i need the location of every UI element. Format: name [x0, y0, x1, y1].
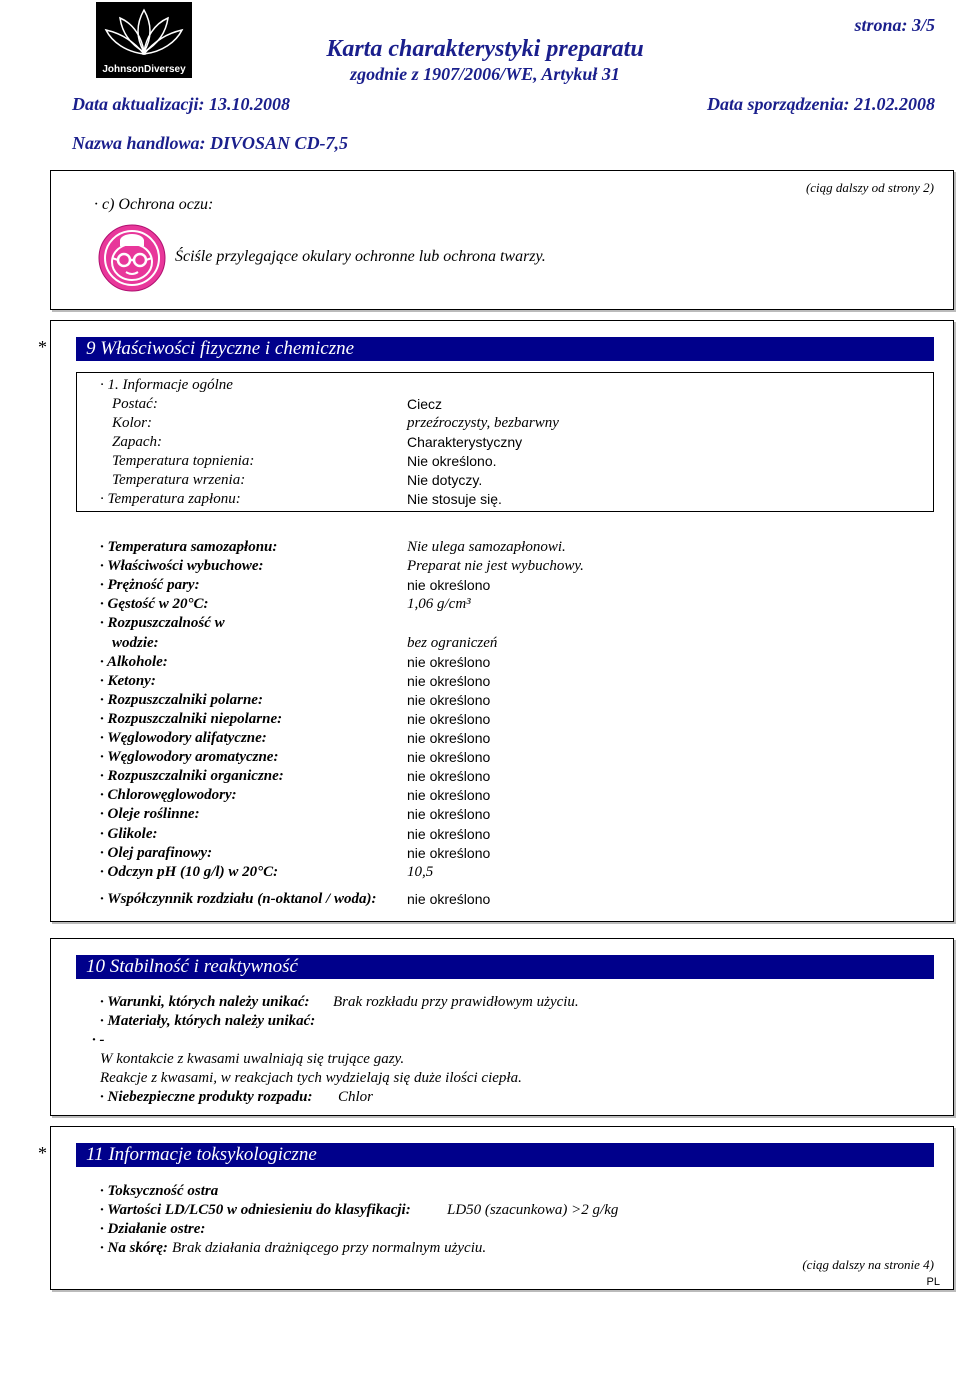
property-label: · Rozpuszczalniki organiczne:: [100, 768, 284, 784]
property-value: nie określono: [407, 826, 491, 842]
skin-value: Brak działania drażniącego przy normalnym użyciu.: [172, 1240, 487, 1256]
property-value: nie określono: [407, 845, 491, 861]
general-value: Nie dotyczy.: [407, 472, 483, 488]
property-label: · Temperatura samozapłonu:: [100, 539, 278, 555]
acute-toxicity-heading: · Toksyczność ostra: [100, 1183, 219, 1199]
partition-label: · Współczynnik rozdziału (n-oktanol / woda):: [100, 891, 377, 907]
ld50-value: LD50 (szacunkowa) >2 g/kg: [447, 1202, 619, 1218]
decomposition-value: Chlor: [338, 1089, 374, 1105]
page-number: strona: 3/5: [854, 15, 935, 35]
section-11-change-marker: *: [38, 1143, 47, 1163]
general-label: · Temperatura zapłonu:: [100, 491, 241, 507]
property-label: · Olej parafinowy:: [100, 845, 213, 861]
materials-dash: · -: [92, 1032, 105, 1048]
safety-goggles-icon: [98, 224, 166, 292]
property-label: · Chlorowęglowodory:: [100, 787, 237, 803]
property-value: nie określono: [407, 673, 491, 689]
property-value: Preparat nie jest wybuchowy.: [407, 558, 584, 574]
general-label: Postać:: [112, 396, 158, 412]
general-value: przeźroczysty, bezbarwny: [407, 415, 559, 431]
section-10-title: 10 Stabilność i reaktywność: [76, 955, 934, 979]
general-label: Zapach:: [112, 434, 162, 450]
document-subtitle: zgodnie z 1907/2006/WE, Artykuł 31: [350, 64, 620, 84]
section-9-change-marker: *: [38, 337, 47, 357]
property-label: · Gęstość w 20°C:: [100, 596, 209, 612]
property-value: nie określono: [407, 577, 491, 593]
section-9-title: 9 Właściwości fizyczne i chemiczne: [76, 337, 934, 361]
property-label: · Rozpuszczalniki polarne:: [100, 692, 263, 708]
goggles-pictogram: [98, 224, 166, 292]
company-logo: [96, 2, 192, 78]
continued-on-note: (ciąg dalszy na stronie 4): [802, 1257, 934, 1272]
skin-label: · Na skórę:: [100, 1240, 168, 1256]
ld50-label: · Wartości LD/LC50 w odniesieniu do klasyfikacji:: [100, 1202, 411, 1218]
property-value: nie określono: [407, 806, 491, 822]
property-label: · Rozpuszczalność w: [100, 615, 225, 631]
trade-name: Nazwa handlowa: DIVOSAN CD-7,5: [72, 133, 349, 153]
general-info-heading: · 1. Informacje ogólne: [100, 377, 233, 393]
property-value: nie określono: [407, 787, 491, 803]
property-label: · Węglowodory aromatyczne:: [100, 749, 279, 765]
property-label: · Odczyn pH (10 g/l) w 20°C:: [100, 864, 279, 880]
property-label: · Oleje roślinne:: [100, 806, 200, 822]
property-value: Nie ulega samozapłonowi.: [407, 539, 566, 555]
general-label: Kolor:: [112, 415, 153, 431]
partition-value: nie określono: [407, 891, 491, 907]
decomposition-label: · Niebezpieczne produkty rozpadu:: [100, 1089, 313, 1105]
property-value: nie określono: [407, 711, 491, 727]
general-value: Nie stosuje się.: [407, 491, 502, 507]
materials-line-2: Reakcje z kwasami, w reakcjach tych wydzielają się duże ilości ciepła.: [100, 1070, 522, 1086]
general-value: Nie określono.: [407, 453, 497, 469]
property-label: · Glikole:: [100, 826, 158, 842]
general-label: Temperatura topnienia:: [112, 453, 255, 469]
property-label: wodzie:: [112, 635, 159, 651]
property-label: · Węglowodory alifatyczne:: [100, 730, 267, 746]
materials-line-1: W kontakcie z kwasami uwalniają się trujące gazy.: [100, 1051, 405, 1067]
property-value: nie określono: [407, 768, 491, 784]
acute-action-label: · Działanie ostre:: [100, 1221, 206, 1237]
update-date: Data aktualizacji: 13.10.2008: [72, 94, 291, 114]
general-label: Temperatura wrzenia:: [112, 472, 246, 488]
creation-date: Data sporządzenia: 21.02.2008: [706, 94, 935, 114]
avoid-conditions-value: Brak rozkładu przy prawidłowym użyciu.: [333, 994, 579, 1010]
property-label: · Ketony:: [100, 673, 156, 689]
document-title: Karta charakterystyki preparatu: [326, 36, 644, 62]
property-value: nie określono: [407, 692, 491, 708]
property-value: 10,5: [407, 864, 434, 880]
general-value: Ciecz: [407, 396, 443, 412]
eye-protection-label: · c) Ochrona oczu:: [94, 196, 214, 213]
property-value: nie określono: [407, 749, 491, 765]
property-label: · Właściwości wybuchowe:: [100, 558, 264, 574]
property-value: nie określono: [407, 654, 491, 670]
property-value: nie określono: [407, 730, 491, 746]
eye-protection-text: Ściśle przylegające okulary ochronne lub ochrona twarzy.: [175, 248, 546, 265]
property-value: 1,06 g/cm³: [407, 596, 471, 612]
property-label: · Prężność pary:: [100, 577, 200, 593]
avoid-conditions-label: · Warunki, których należy unikać:: [100, 994, 310, 1010]
language-code: PL: [926, 1276, 940, 1288]
property-value: bez ograniczeń: [407, 635, 498, 651]
property-label: · Rozpuszczalniki niepolarne:: [100, 711, 283, 727]
section-11-title: 11 Informacje toksykologiczne: [76, 1143, 934, 1167]
general-value: Charakterystyczny: [407, 434, 523, 450]
continued-from-note: (ciąg dalszy od strony 2): [805, 180, 934, 195]
avoid-materials-label: · Materiały, których należy unikać:: [100, 1013, 316, 1029]
property-label: · Alkohole:: [100, 654, 168, 670]
logo-text: JohnsonDiversey: [102, 64, 186, 75]
